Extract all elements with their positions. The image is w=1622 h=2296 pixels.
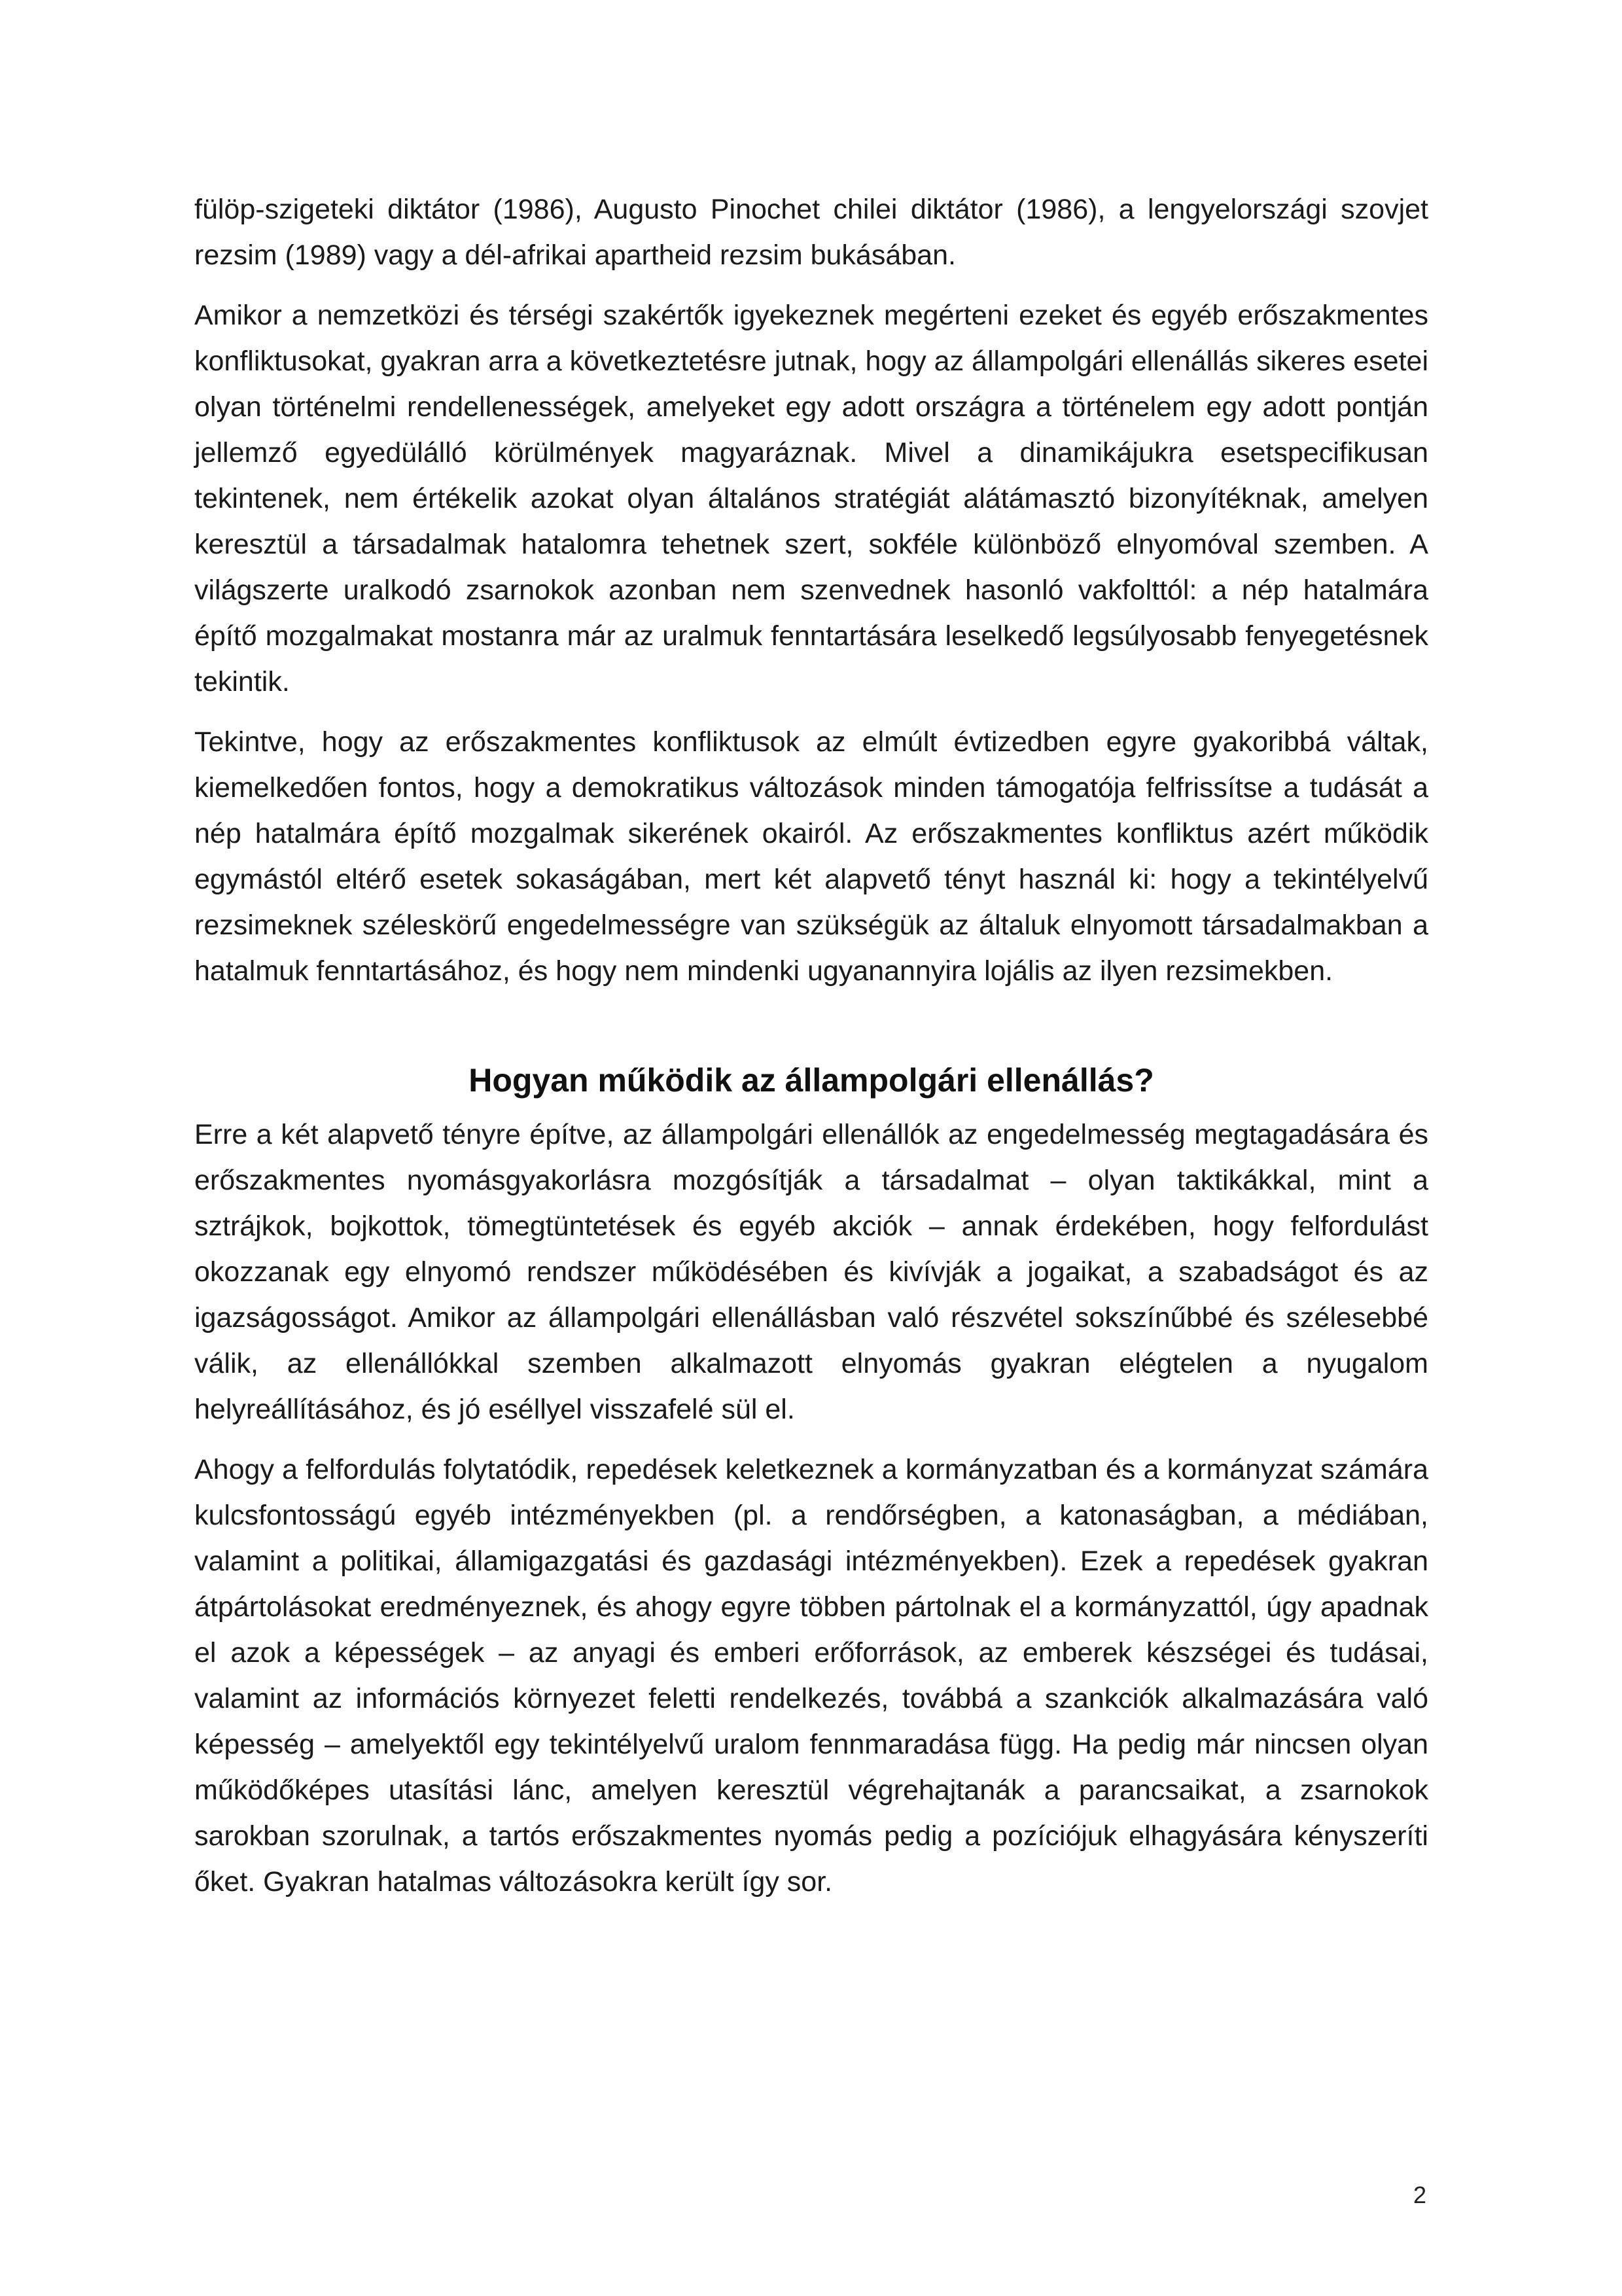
page-number: 2 [1413,2181,1426,2208]
paragraph-intro-continuation: fülöp-szigeteki diktátor (1986), Augusto Pinochet chilei diktátor (1986), a lengyelországi szovjet rezsim (1989) vagy a dél-afrikai apartheid rezsim bukásában. [194,194,1428,271]
page-content [194,186,1428,1919]
paragraph-civil-resistance-tactics: Erre a két alapvető tényre építve, az állampolgári ellenállók az engedelmesség megtagadására és erőszakmentes nyomásgyakorlásra mozgósítják a társadalmat – olyan taktikákkal, mint a sztrájkok, bojkottok, tömegtüntetések és egyéb akciók – annak érdekében, hogy felfordulást okozzanak egy elnyomó rendszer működésében és kivívják a jogaikat, a szabadságot és az igazságosságot. Amikor az állampolgári ellenállásban való részvétel sokszínűbbé és szélesebbé válik, az ellenállókkal szemben alkalmazott elnyomás gyakran elégtelen a nyugalom helyreállításához, és jó eséllyel visszafelé sül el. [194,1119,1428,1425]
paragraph-expert-analysis: Amikor a nemzetközi és térségi szakértők igyekeznek megérteni ezeket és egyéb erőszakmentes konfliktusokat, gyakran arra a következtetésre jutnak, hogy az állampolgári ellenállás sikeres esetei olyan történelmi rendellenességek, amelyeket egy adott országra a történelem egy adott pontján jellemző egyedülálló körülmények magyaráznak. Mivel a dinamikájukra esetspecifikusan tekintenek, nem értékelik azokat olyan általános stratégiát alátámasztó bizonyítéknak, amelyen keresztül a társadalmak hatalomra tehetnek szert, sokféle különböző elnyomóval szemben. A világszerte uralkodó zsarnokok azonban nem szenvednek hasonló vakfolttól: a nép hatalmára építő mozgalmakat mostanra már az uralmuk fenntartására leselkedő legsúlyosabb fenyegetésnek tekintik. [194,300,1428,698]
section-heading: Hogyan működik az állampolgári ellenállás? [468,1062,1154,1099]
paragraph-nonviolent-conflict: Tekintve, hogy az erőszakmentes konfliktusok az elmúlt évtizedben egyre gyakoribbá váltak, kiemelkedően fontos, hogy a demokratikus változások minden támogatója felfrissítse a tudását a nép hatalmára építő mozgalmak sikerének okairól. Az erőszakmentes konfliktus azért működik egymástól eltérő esetek sokaságában, mert két alapvető tényt használ ki: hogy a tekintélyelvű rezsimeknek széleskörű engedelmességre van szükségük az általuk elnyomott társadalmakban a hatalmuk fenntartásához, és hogy nem mindenki ugyanannyira lojális az ilyen rezsimekben. [194,726,1428,987]
paragraph-regime-fractures: Ahogy a felfordulás folytatódik, repedések keletkeznek a kormányzatban és a kormányzat számára kulcsfontosságú egyéb intézményekben (pl. a rendőrségben, a katonaságban, a médiában, valamint a politikai, államigazgatási és gazdasági intézményekben). Ezek a repedések gyakran átpártolásokat eredményeznek, és ahogy egyre többen pártolnak el a kormányzattól, úgy apadnak el azok a képességek – az anyagi és emberi erőforrások, az emberek készségei és tudásai, valamint az információs környezet feletti rendelkezés, továbbá a szankciók alkalmazására való képesség – amelyektől egy tekintélyelvű uralom fennmaradása függ. Ha pedig már nincsen olyan működőképes utasítási lánc, amelyen keresztül végrehajtanák a parancsaikat, a zsarnokok sarokban szorulnak, a tartós erőszakmentes nyomás pedig a pozíciójuk elhagyására kényszeríti őket. Gyakran hatalmas változásokra került így sor. [194,1454,1428,1898]
